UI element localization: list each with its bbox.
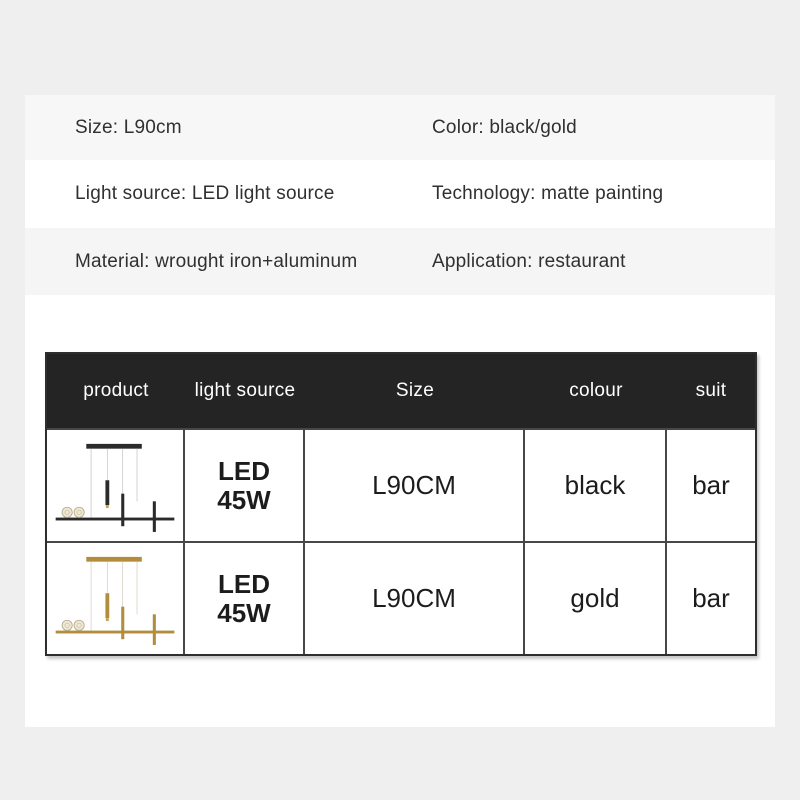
spec-size: Size: L90cm bbox=[75, 116, 182, 138]
suit-cell: bar bbox=[692, 583, 730, 613]
pendant-lamp-drawing bbox=[48, 437, 182, 535]
spec-application: Application: restaurant bbox=[432, 250, 626, 272]
header-size: Size bbox=[395, 380, 435, 401]
product-cell-black bbox=[47, 430, 185, 541]
pendant-lamp-drawing bbox=[48, 550, 182, 648]
size-cell: L90CM bbox=[305, 543, 525, 654]
gold-lamp-image bbox=[48, 550, 182, 648]
spec-light-source: Light source: LED light source bbox=[75, 183, 335, 204]
spec-row-size-color bbox=[25, 95, 775, 160]
led-label: LED bbox=[218, 568, 270, 599]
led-label: LED bbox=[218, 455, 270, 486]
header-colour: colour bbox=[569, 380, 623, 401]
wattage-label: 45W bbox=[217, 484, 271, 515]
suit-cell: bar bbox=[692, 470, 730, 500]
wattage-label: 45W bbox=[217, 597, 271, 628]
content-panel bbox=[25, 95, 775, 727]
spec-row-lightsource-technology bbox=[25, 160, 775, 228]
header-light-source: light source bbox=[194, 380, 296, 401]
black-lamp-image bbox=[48, 437, 182, 535]
spec-material: Material: wrought iron+aluminum bbox=[75, 250, 358, 272]
variant-table-header bbox=[47, 354, 755, 428]
variant-table bbox=[45, 352, 757, 656]
header-product: product bbox=[83, 380, 149, 401]
spec-row-material-application bbox=[25, 228, 775, 295]
light-source-cell bbox=[185, 430, 305, 541]
header-suit: suit bbox=[695, 380, 727, 401]
colour-cell: gold bbox=[525, 543, 667, 654]
light-source-cell bbox=[185, 543, 305, 654]
colour-cell: black bbox=[525, 430, 667, 541]
table-row-gold bbox=[47, 541, 755, 654]
table-row-black bbox=[47, 428, 755, 541]
size-cell: L90CM bbox=[305, 430, 525, 541]
product-cell-gold bbox=[47, 543, 185, 654]
spec-color: Color: black/gold bbox=[432, 116, 577, 138]
spec-technology: Technology: matte painting bbox=[432, 183, 664, 204]
